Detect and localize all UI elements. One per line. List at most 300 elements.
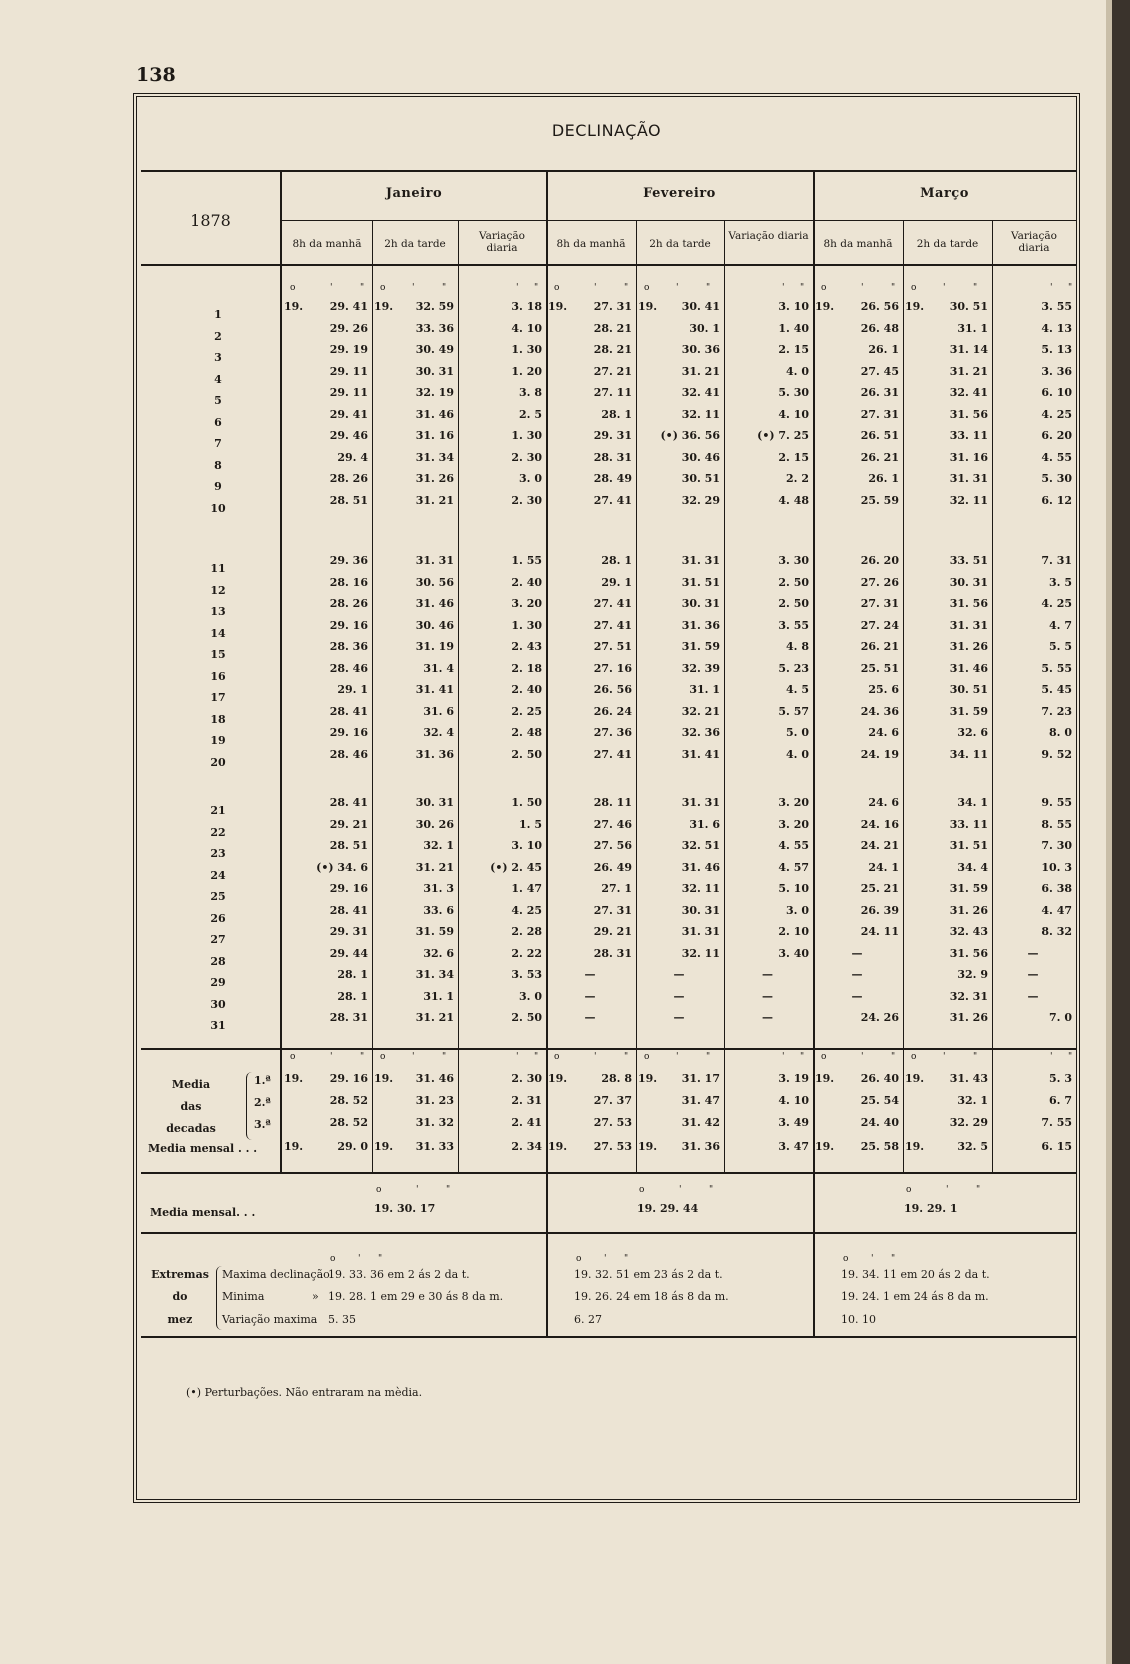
decade-morning: 28. 52 xyxy=(329,1094,368,1107)
column-rule xyxy=(280,170,282,1172)
decade-afternoon: 31. 42 xyxy=(681,1116,720,1129)
variation-value: 9. 55 xyxy=(1041,796,1072,809)
decade-afternoon: 31. 43 xyxy=(949,1072,988,1085)
variation-value: 9. 52 xyxy=(1041,747,1072,761)
unit-sec: " xyxy=(624,283,629,293)
decade-morning: 25. 58 xyxy=(860,1140,899,1153)
afternoon-value: 33. 6 xyxy=(423,903,454,917)
morning-value: — xyxy=(584,989,596,1003)
afternoon-value: 31. 21 xyxy=(415,493,454,507)
afternoon-value: 31. 1 xyxy=(423,989,454,1003)
unit-min: ' xyxy=(676,1052,679,1062)
variation-value: 1. 40 xyxy=(778,321,809,335)
afternoon-value: 31. 6 xyxy=(689,817,720,831)
extreme-minimum: 19. 24. 1 em 24 ás 8 da m. xyxy=(841,1290,989,1303)
afternoon-value: — xyxy=(673,989,685,1003)
morning-value: 28. 46 xyxy=(329,747,368,761)
decade-variation: 3. 19 xyxy=(778,1072,809,1085)
afternoon-value: 32. 6 xyxy=(957,726,988,739)
afternoon-value: 32. 9 xyxy=(957,968,988,981)
afternoon-value: 30. 56 xyxy=(415,575,454,589)
afternoon-value: 30. 46 xyxy=(681,450,720,464)
afternoon-value: 31. 51 xyxy=(949,839,988,852)
variation-value: 8. 32 xyxy=(1041,925,1072,938)
afternoon-value: 32. 29 xyxy=(681,493,720,507)
variation-value: 4. 25 xyxy=(1041,407,1072,421)
morning-value: 27. 11 xyxy=(593,386,632,399)
morning-value: 29. 16 xyxy=(329,882,368,895)
variation-value: 1. 30 xyxy=(511,618,542,632)
col-afternoon-header: 2h da tarde xyxy=(384,238,446,250)
unit-sec: " xyxy=(360,283,365,293)
unit-min: ' xyxy=(871,1254,874,1264)
decade-variation: 2. 34 xyxy=(511,1140,542,1153)
variation-value: 3. 30 xyxy=(778,554,809,567)
day-number: 18 xyxy=(210,712,226,726)
afternoon-value: — xyxy=(673,968,685,981)
monthly-mean-row-label: Media mensal . . . xyxy=(148,1142,258,1155)
day-number: 28 xyxy=(210,954,226,968)
variation-value: 1. 47 xyxy=(511,882,542,895)
afternoon-value: 31. 41 xyxy=(681,747,720,761)
unit-min: ' xyxy=(782,283,785,293)
afternoon-value: 31. 21 xyxy=(949,364,988,378)
variation-value: — xyxy=(762,989,773,1003)
decade-variation: 3. 49 xyxy=(778,1116,809,1129)
extremes-label: mez xyxy=(167,1313,193,1326)
morning-value: 27. 31 xyxy=(860,407,899,421)
variation-value: 4. 48 xyxy=(778,493,809,507)
variation-value: (•) 2. 45 xyxy=(490,860,542,874)
variation-value: 5. 0 xyxy=(786,726,809,739)
monthly-mean-value: 19. 30. 17 xyxy=(374,1202,436,1215)
unit-min: ' xyxy=(594,283,597,293)
afternoon-value: 31. 36 xyxy=(415,747,454,761)
unit-min: ' xyxy=(516,1052,519,1062)
variation-value: 1. 20 xyxy=(511,364,542,378)
unit-min: ' xyxy=(861,283,864,293)
unit-min: ' xyxy=(943,1052,946,1062)
variation-value: 1. 5 xyxy=(519,817,542,831)
morning-value: 26. 1 xyxy=(868,343,899,356)
unit-deg: o xyxy=(644,1052,650,1062)
day-number: 2 xyxy=(214,329,222,343)
morning-value: 29. 31 xyxy=(593,429,632,442)
morning-value: 24. 6 xyxy=(868,726,899,739)
decades-label: das xyxy=(180,1100,202,1113)
day-number: 27 xyxy=(210,933,226,946)
morning-value: 24. 1 xyxy=(868,860,899,874)
afternoon-value: 30. 31 xyxy=(415,796,454,809)
decade-afternoon: 32. 5 xyxy=(957,1140,988,1153)
variation-value: 4. 55 xyxy=(778,839,809,852)
afternoon-value: 31. 36 xyxy=(681,618,720,632)
morning-value: 29. 44 xyxy=(329,946,368,960)
afternoon-value: 31. 31 xyxy=(681,925,720,938)
unit-sec: " xyxy=(360,1052,365,1062)
variation-value: 5. 55 xyxy=(1041,661,1072,675)
afternoon-value: 31. 21 xyxy=(415,860,454,874)
variation-value: 5. 10 xyxy=(778,882,809,895)
afternoon-value: 32. 11 xyxy=(681,882,720,895)
variation-value: 4. 0 xyxy=(786,747,809,761)
unit-sec: " xyxy=(624,1254,629,1264)
afternoon-value: 30. 31 xyxy=(415,364,454,378)
variation-value: 2. 50 xyxy=(778,597,809,610)
unit-deg: o xyxy=(330,1254,336,1264)
variation-value: 2. 28 xyxy=(511,925,542,938)
unit-sec: " xyxy=(442,283,447,293)
year-label: 1878 xyxy=(190,211,231,230)
decade-morning: 28. 8 xyxy=(601,1072,632,1085)
column-rule xyxy=(458,220,459,1172)
day-number: 23 xyxy=(210,847,226,860)
afternoon-value: 31. 1 xyxy=(689,683,720,696)
unit-deg: o xyxy=(554,1052,560,1062)
day-number: 29 xyxy=(210,976,226,989)
col-morning-header: 8h da manhã xyxy=(292,238,362,250)
unit-sec: " xyxy=(624,1052,629,1062)
variation-value: 3. 0 xyxy=(519,472,542,485)
decade-morning: 29. 0 xyxy=(337,1140,368,1153)
morning-value: 29. 1 xyxy=(337,683,368,696)
morning-value: 24. 6 xyxy=(868,796,899,809)
unit-sec: " xyxy=(1068,283,1073,293)
morning-value: 26. 21 xyxy=(860,450,899,464)
unit-min: ' xyxy=(412,1052,415,1062)
afternoon-value: 31. 6 xyxy=(423,704,454,718)
degree-prefix: 19. xyxy=(815,1140,835,1153)
degree-prefix: 19. xyxy=(548,300,568,313)
morning-value: 25. 6 xyxy=(868,683,899,696)
afternoon-value: 33. 11 xyxy=(949,429,988,442)
column-rule xyxy=(724,220,725,1172)
variation-value: 4. 0 xyxy=(786,364,809,378)
variation-value: 8. 0 xyxy=(1049,726,1072,739)
variation-value: 3. 10 xyxy=(778,300,809,313)
morning-value: 28. 1 xyxy=(337,989,368,1003)
variation-value: 2. 30 xyxy=(511,450,542,464)
variation-value: 2. 5 xyxy=(519,407,542,421)
column-rule xyxy=(372,220,373,1172)
unit-min: ' xyxy=(946,1185,949,1195)
morning-value: 28. 1 xyxy=(337,968,368,981)
minima-mark: » xyxy=(312,1290,319,1303)
variation-value: 3. 10 xyxy=(511,839,542,852)
day-number: 19 xyxy=(210,734,226,747)
morning-value: 27. 26 xyxy=(860,575,899,589)
decade-morning: 28. 52 xyxy=(329,1116,368,1129)
column-rule xyxy=(992,220,993,1172)
variation-value: 10. 3 xyxy=(1041,860,1072,874)
variation-value: 3. 8 xyxy=(519,386,542,399)
variation-value: — xyxy=(762,1011,773,1024)
afternoon-value: 31. 4 xyxy=(423,661,454,675)
decade-morning: 27. 53 xyxy=(593,1140,632,1153)
variation-value: 3. 5 xyxy=(1049,575,1072,589)
decade-variation: 6. 15 xyxy=(1041,1140,1072,1153)
afternoon-value: 30. 31 xyxy=(681,597,720,610)
afternoon-value: 34. 11 xyxy=(949,747,988,761)
decade-variation: 3. 47 xyxy=(778,1140,809,1153)
variation-value: 3. 0 xyxy=(519,989,542,1003)
morning-value: 27. 46 xyxy=(593,817,632,831)
morning-value: 25. 21 xyxy=(860,882,899,895)
afternoon-value: 32. 41 xyxy=(681,386,720,399)
variation-value: 5. 57 xyxy=(778,704,809,718)
variation-value: 6. 38 xyxy=(1041,882,1072,895)
month-name: Fevereiro xyxy=(643,186,716,201)
afternoon-value: 31. 16 xyxy=(949,450,988,464)
unit-deg: o xyxy=(821,283,827,293)
morning-value: 28. 16 xyxy=(329,575,368,589)
day-number: 9 xyxy=(214,480,222,493)
extreme-maximum: 19. 33. 36 em 2 ás 2 da t. xyxy=(328,1268,470,1281)
unit-sec: " xyxy=(1068,1052,1073,1062)
unit-sec: " xyxy=(378,1254,383,1264)
decade-index: 3.ª xyxy=(254,1118,271,1131)
variation-value: 5. 23 xyxy=(778,661,809,675)
afternoon-value: 30. 46 xyxy=(415,618,454,632)
afternoon-value: 31. 56 xyxy=(949,407,988,421)
unit-sec: " xyxy=(973,283,978,293)
extreme-maximum: 19. 32. 51 em 23 ás 2 da t. xyxy=(574,1268,723,1281)
unit-deg: o xyxy=(843,1254,849,1264)
morning-value: 28. 46 xyxy=(329,661,368,675)
afternoon-value: 31. 46 xyxy=(415,597,454,610)
decade-afternoon: 32. 1 xyxy=(957,1094,988,1107)
page-number: 138 xyxy=(136,64,176,86)
unit-sec: " xyxy=(534,283,539,293)
morning-value: 27. 24 xyxy=(860,618,899,632)
unit-sec: " xyxy=(534,1052,539,1062)
afternoon-value: 31. 31 xyxy=(949,472,988,485)
variation-value: 1. 55 xyxy=(511,554,542,567)
variation-value: 2. 40 xyxy=(511,575,542,589)
unit-sec: " xyxy=(800,283,805,293)
monthly-mean-value: 19. 29. 1 xyxy=(904,1202,958,1215)
col-variation-header: Variação diaria xyxy=(728,230,809,242)
decade-afternoon: 31. 23 xyxy=(415,1094,454,1107)
variation-value: 3. 55 xyxy=(1041,300,1072,313)
unit-min: ' xyxy=(679,1185,682,1195)
afternoon-value: 32. 59 xyxy=(415,300,454,313)
variation-value: 2. 15 xyxy=(778,450,809,464)
monthly-mean-value: 19. 29. 44 xyxy=(637,1202,699,1215)
afternoon-value: 31. 59 xyxy=(415,925,454,938)
unit-sec: " xyxy=(442,1052,447,1062)
afternoon-value: 32. 11 xyxy=(949,493,988,507)
decade-variation: 4. 10 xyxy=(778,1094,809,1107)
variation-value: 3. 0 xyxy=(786,903,809,917)
afternoon-value: 30. 49 xyxy=(415,343,454,356)
morning-value: 28. 21 xyxy=(593,343,632,356)
decade-variation: 2. 30 xyxy=(511,1072,542,1085)
degree-prefix: 19. xyxy=(548,1072,568,1085)
variation-value: 1. 30 xyxy=(511,429,542,442)
morning-value: 24. 26 xyxy=(860,1011,899,1024)
extreme-variation: 5. 35 xyxy=(328,1313,356,1326)
unit-deg: o xyxy=(911,283,917,293)
morning-value: 28. 31 xyxy=(329,1011,368,1024)
afternoon-value: 32. 1 xyxy=(423,839,454,852)
variation-value: 3. 20 xyxy=(511,597,542,610)
unit-sec: " xyxy=(446,1185,451,1195)
decade-brace xyxy=(246,1072,257,1140)
afternoon-value: 32. 36 xyxy=(681,726,720,739)
day-number: 7 xyxy=(214,437,222,450)
afternoon-value: 31. 34 xyxy=(415,968,454,981)
variation-value: 2. 48 xyxy=(511,726,542,739)
morning-value: 27. 41 xyxy=(593,618,632,632)
morning-value: 26. 1 xyxy=(868,472,899,485)
unit-sec: " xyxy=(800,1052,805,1062)
variation-value: 8. 55 xyxy=(1041,817,1072,831)
decade-variation: 2. 31 xyxy=(511,1094,542,1107)
morning-value: 26. 51 xyxy=(860,429,899,442)
morning-value: 27. 31 xyxy=(593,300,632,313)
day-number: 4 xyxy=(214,372,222,386)
month-name: Janeiro xyxy=(385,186,443,201)
afternoon-value: 30. 51 xyxy=(949,683,988,696)
unit-min: ' xyxy=(330,1052,333,1062)
afternoon-value: 31. 59 xyxy=(681,640,720,653)
afternoon-value: 31. 16 xyxy=(415,429,454,442)
morning-value: 27. 41 xyxy=(593,597,632,610)
morning-value: 29. 46 xyxy=(329,429,368,442)
day-number: 30 xyxy=(210,997,226,1011)
day-number: 15 xyxy=(210,648,226,661)
morning-value: 29. 31 xyxy=(329,925,368,938)
decade-variation: 6. 7 xyxy=(1049,1094,1072,1107)
degree-prefix: 19. xyxy=(638,300,658,313)
afternoon-value: 31. 26 xyxy=(949,1011,988,1024)
morning-value: 24. 11 xyxy=(860,925,899,938)
variation-value: 2. 50 xyxy=(511,747,542,761)
unit-deg: o xyxy=(576,1254,582,1264)
morning-value: 26. 56 xyxy=(593,683,632,696)
day-number: 13 xyxy=(210,605,226,618)
degree-prefix: 19. xyxy=(815,1072,835,1085)
decade-morning: 27. 53 xyxy=(593,1116,632,1129)
morning-value: 28. 41 xyxy=(329,903,368,917)
variation-value: 3. 20 xyxy=(778,796,809,809)
variation-value: 7. 23 xyxy=(1041,704,1072,718)
degree-prefix: 19. xyxy=(905,300,925,313)
morning-value: 29. 41 xyxy=(329,300,368,313)
morning-value: 28. 51 xyxy=(329,493,368,507)
morning-value: 27. 1 xyxy=(601,882,632,895)
month-name: Março xyxy=(920,186,969,201)
variation-value: 2. 30 xyxy=(511,493,542,507)
morning-value: 29. 11 xyxy=(329,386,368,399)
day-number: 3 xyxy=(214,351,222,364)
day-number: 8 xyxy=(214,458,222,472)
decade-afternoon: 31. 17 xyxy=(681,1072,720,1085)
degree-prefix: 19. xyxy=(815,300,835,313)
day-number: 10 xyxy=(210,501,226,515)
degree-prefix: 19. xyxy=(374,300,394,313)
extreme-variation: 10. 10 xyxy=(841,1313,876,1326)
morning-value: 28. 26 xyxy=(329,472,368,485)
day-number: 24 xyxy=(210,868,226,882)
decade-variation: 2. 41 xyxy=(511,1116,542,1129)
monthly-mean-label: Media mensal. . . xyxy=(150,1206,256,1219)
afternoon-value: (•) 36. 56 xyxy=(660,429,720,442)
morning-value: 26. 56 xyxy=(860,300,899,313)
extreme-maximum: 19. 34. 11 em 20 ás 2 da t. xyxy=(841,1268,990,1281)
day-number: 26 xyxy=(210,911,226,925)
day-number: 1 xyxy=(214,308,222,321)
footnote: (•) Perturbações. Não entraram na mèdia. xyxy=(186,1386,423,1399)
decade-morning: 24. 40 xyxy=(860,1116,899,1129)
decade-index: 1.ª xyxy=(254,1074,271,1087)
decade-afternoon: 31. 33 xyxy=(415,1140,454,1153)
unit-min: ' xyxy=(412,283,415,293)
decade-afternoon: 31. 47 xyxy=(681,1094,720,1107)
degree-prefix: 19. xyxy=(284,1140,304,1153)
variation-value: 5. 5 xyxy=(1049,640,1072,653)
afternoon-value: 31. 21 xyxy=(681,364,720,378)
afternoon-value: 33. 36 xyxy=(415,321,454,335)
afternoon-value: 32. 11 xyxy=(681,946,720,960)
col-variation-header: Variação diaria xyxy=(479,230,525,254)
variation-value: — xyxy=(1027,989,1039,1003)
afternoon-value: 32. 31 xyxy=(949,989,988,1003)
afternoon-value: 31. 41 xyxy=(415,683,454,696)
decade-afternoon: 31. 46 xyxy=(415,1072,454,1085)
afternoon-value: 31. 1 xyxy=(957,321,988,335)
day-number: 22 xyxy=(210,825,226,839)
afternoon-value: 32. 21 xyxy=(681,704,720,718)
afternoon-value: 30. 51 xyxy=(949,300,988,313)
afternoon-value: 31. 56 xyxy=(949,597,988,610)
morning-value: 27. 45 xyxy=(860,364,899,378)
variation-value: 4. 10 xyxy=(511,321,542,335)
degree-prefix: 19. xyxy=(374,1072,394,1085)
col-variation-header: Variação diaria xyxy=(1011,230,1057,254)
unit-min: ' xyxy=(943,283,946,293)
unit-deg: o xyxy=(906,1185,912,1195)
afternoon-value: 32. 41 xyxy=(949,386,988,399)
day-number: 14 xyxy=(210,626,226,640)
variation-value: 2. 10 xyxy=(778,925,809,938)
table-title: DECLINAÇÃO xyxy=(551,121,662,140)
extreme-minimum: 19. 28. 1 em 29 e 30 ás 8 da m. xyxy=(328,1290,504,1303)
afternoon-value: 31. 31 xyxy=(949,618,988,632)
morning-value: 24. 19 xyxy=(860,747,899,761)
morning-value: 26. 48 xyxy=(860,321,899,335)
variation-value: 4. 7 xyxy=(1049,618,1072,632)
day-number: 20 xyxy=(210,755,226,769)
afternoon-value: 31. 31 xyxy=(681,554,720,567)
variation-value: 2. 2 xyxy=(786,472,809,485)
unit-sec: " xyxy=(706,1052,711,1062)
col-afternoon-header: 2h da tarde xyxy=(916,238,979,250)
degree-prefix: 19. xyxy=(374,1140,394,1153)
day-number: 17 xyxy=(210,691,226,704)
morning-value: 25. 59 xyxy=(860,493,899,507)
afternoon-value: 33. 51 xyxy=(949,554,988,567)
variation-value: 2. 25 xyxy=(511,704,542,718)
variation-value: 1. 50 xyxy=(511,796,542,809)
row-rule xyxy=(141,1336,1076,1338)
afternoon-value: 31. 34 xyxy=(415,450,454,464)
morning-value: 27. 21 xyxy=(593,364,632,378)
variation-value: 3. 18 xyxy=(511,300,542,313)
variation-value: 2. 50 xyxy=(511,1011,542,1024)
afternoon-value: 31. 14 xyxy=(949,343,988,356)
